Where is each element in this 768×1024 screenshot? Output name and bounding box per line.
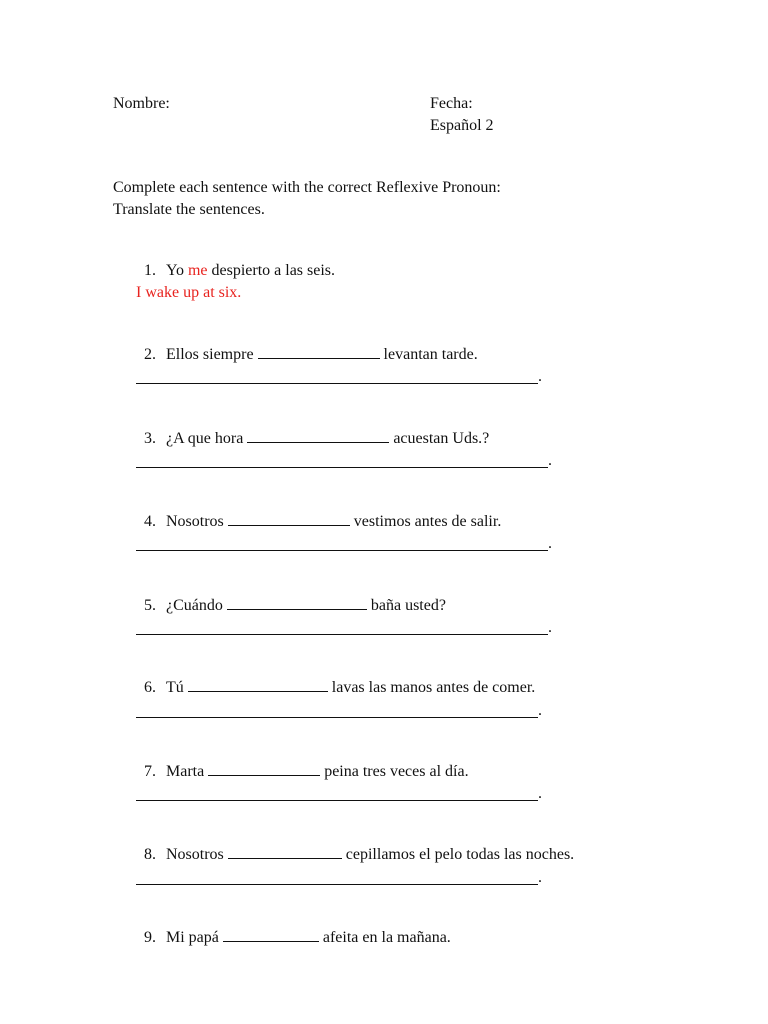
question-number: 9.	[144, 929, 156, 946]
pronoun-blank[interactable]	[188, 677, 328, 692]
question-after: levantan tarde.	[379, 346, 478, 363]
pronoun-blank[interactable]	[208, 761, 320, 776]
question-number: 4.	[144, 513, 156, 530]
translation-line[interactable]	[136, 717, 538, 718]
question-before: ¿A que hora	[166, 430, 248, 447]
example-answer: me	[187, 262, 208, 279]
question-after: acuestan Uds.?	[389, 430, 490, 447]
example-after: despierto a las seis.	[207, 262, 336, 279]
pronoun-blank[interactable]	[228, 511, 350, 526]
example-translation: I wake up at six.	[136, 284, 242, 301]
pronoun-blank[interactable]	[227, 595, 367, 610]
line-period: .	[538, 368, 542, 385]
pronoun-blank[interactable]	[228, 844, 342, 859]
translation-line[interactable]	[136, 634, 548, 635]
question-before: Ellos siempre	[166, 346, 258, 363]
question-3	[136, 408, 489, 449]
question-2	[136, 324, 478, 365]
line-period: .	[548, 452, 552, 469]
instructions-line-1: Complete each sentence with the correct Reflexive Pronoun:	[113, 179, 501, 196]
question-number: 3.	[144, 430, 156, 447]
date-label: Fecha:	[430, 95, 473, 112]
question-before: Nosotros	[166, 513, 228, 530]
question-4	[136, 491, 501, 532]
pronoun-blank[interactable]	[247, 428, 389, 443]
question-after: vestimos antes de salir.	[349, 513, 502, 530]
question-8	[136, 824, 574, 865]
pronoun-blank[interactable]	[258, 344, 380, 359]
question-number: 2.	[144, 346, 156, 363]
translation-line[interactable]	[136, 383, 538, 384]
translation-line[interactable]	[136, 467, 548, 468]
line-period: .	[538, 702, 542, 719]
question-after: cepillamos el pelo todas las noches.	[341, 846, 575, 863]
question-after: lavas las manos antes de comer.	[327, 679, 536, 696]
question-number: 8.	[144, 846, 156, 863]
question-before: ¿Cuándo	[166, 597, 227, 614]
question-before: Tú	[166, 679, 188, 696]
example-before: Yo	[166, 262, 188, 279]
question-before: Mi papá	[166, 929, 223, 946]
question-number: 6.	[144, 679, 156, 696]
question-after: peina tres veces al día.	[320, 763, 469, 780]
pronoun-blank[interactable]	[223, 927, 319, 942]
translation-line[interactable]	[136, 884, 538, 885]
example-sentence	[136, 241, 335, 281]
course-label: Español 2	[430, 117, 494, 134]
question-after: afeita en la mañana.	[318, 929, 451, 946]
question-7	[136, 741, 469, 782]
question-after: baña usted?	[366, 597, 446, 614]
question-6	[136, 657, 535, 698]
instructions-line-2: Translate the sentences.	[113, 201, 265, 218]
line-period: .	[538, 785, 542, 802]
name-label: Nombre:	[113, 95, 170, 112]
translation-line[interactable]	[136, 800, 538, 801]
question-number: 5.	[144, 597, 156, 614]
question-number: 7.	[144, 763, 156, 780]
line-period: .	[548, 535, 552, 552]
line-period: .	[538, 869, 542, 886]
translation-line[interactable]	[136, 550, 548, 551]
question-9	[136, 907, 451, 948]
question-5	[136, 575, 446, 616]
question-before: Nosotros	[166, 846, 228, 863]
question-number: 1.	[144, 262, 156, 279]
question-before: Marta	[166, 763, 209, 780]
line-period: .	[548, 619, 552, 636]
